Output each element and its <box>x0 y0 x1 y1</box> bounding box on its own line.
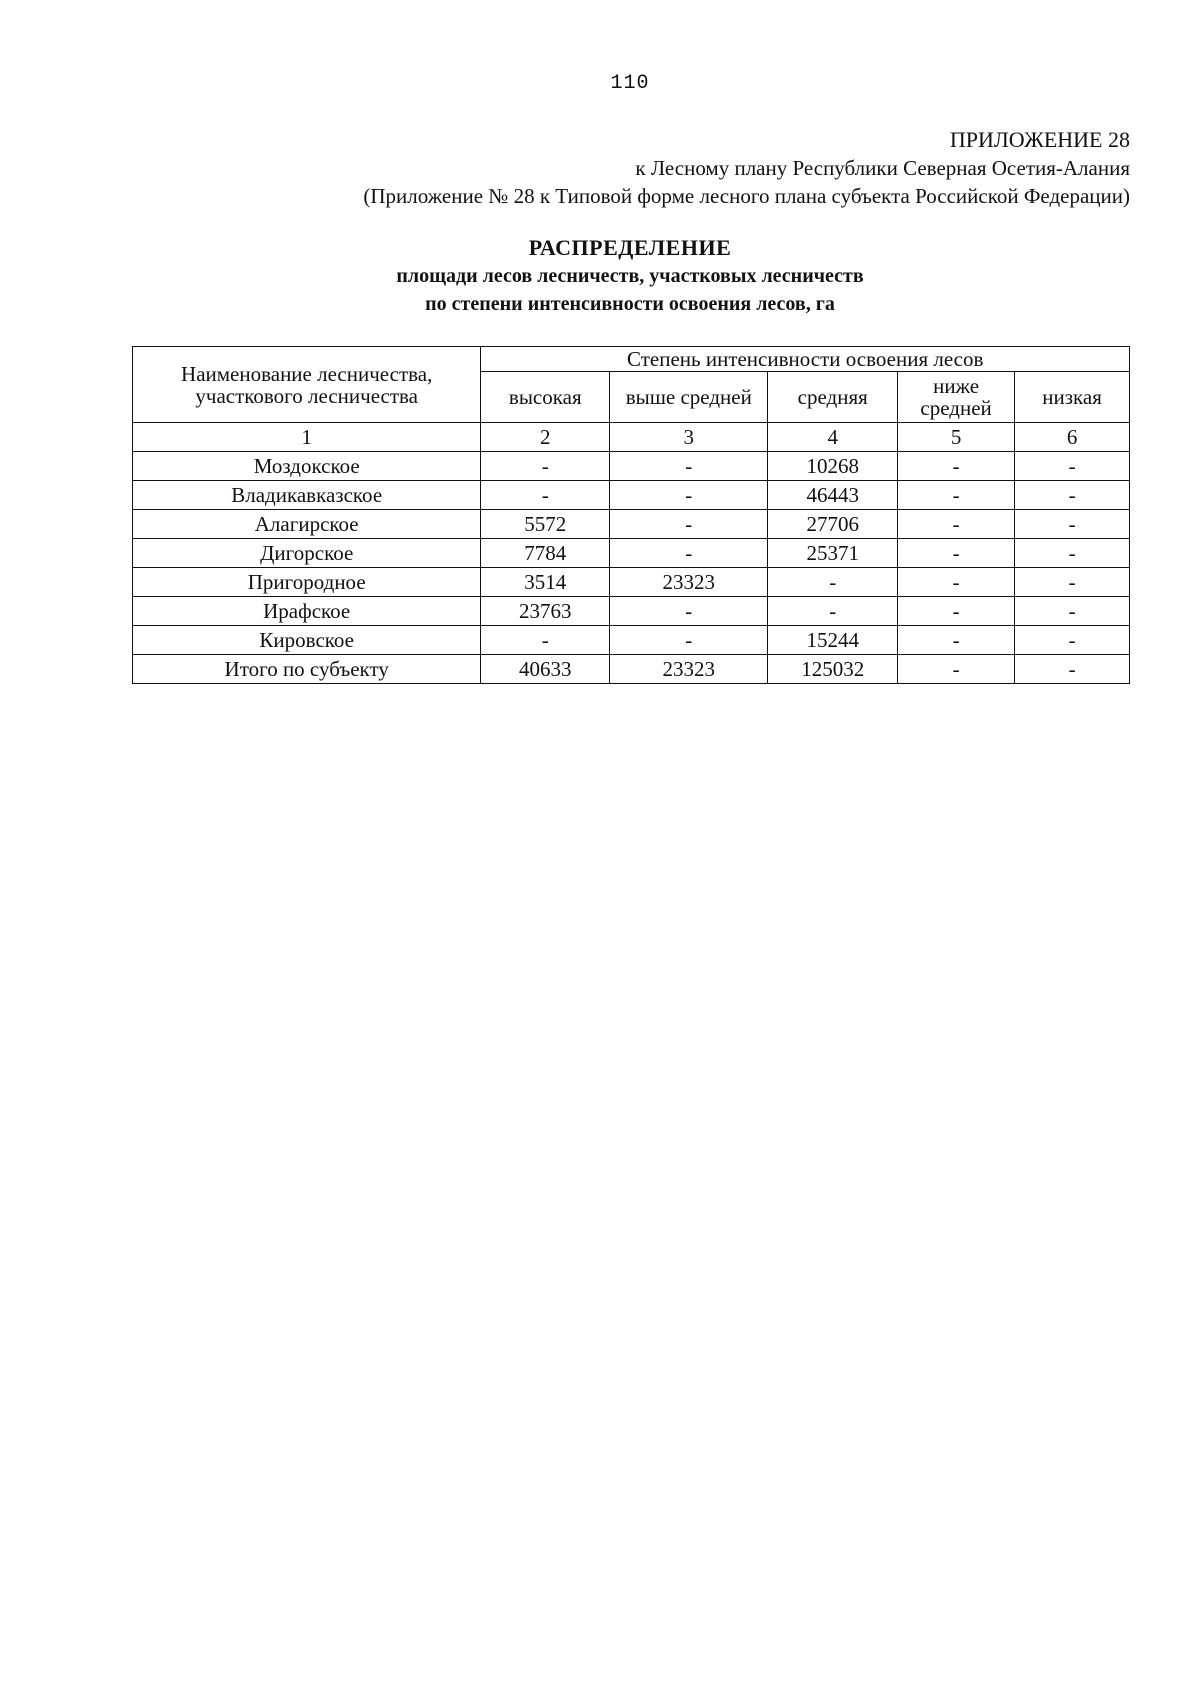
cell-value: 125032 <box>768 655 898 684</box>
cell-value: 27706 <box>768 510 898 539</box>
cell-value: 23323 <box>610 568 768 597</box>
cell-value: - <box>898 510 1015 539</box>
cell-value: - <box>1015 655 1130 684</box>
row-name: Пригородное <box>133 568 481 597</box>
cell-value: - <box>610 452 768 481</box>
cell-value: - <box>481 626 610 655</box>
appendix-line-1: к Лесному плану Республики Северная Осетия-Алания <box>635 156 1130 180</box>
cell-value: 25371 <box>768 539 898 568</box>
header-col-high: высокая <box>481 372 610 423</box>
row-name: Алагирское <box>133 510 481 539</box>
heading-title: РАСПРЕДЕЛЕНИЕ <box>528 235 732 260</box>
table-row <box>133 597 1130 626</box>
cell-value: 46443 <box>768 481 898 510</box>
cell-value: 5572 <box>481 510 610 539</box>
cell-value: - <box>898 655 1015 684</box>
cell-value: - <box>898 539 1015 568</box>
row-name: Моздокское <box>133 452 481 481</box>
table-row <box>133 626 1130 655</box>
heading-subtitle-1: площади лесов лесничеств, участковых лесничеств <box>396 265 864 287</box>
cell-value: - <box>768 568 898 597</box>
column-number: 3 <box>610 423 768 452</box>
row-name: Дигорское <box>133 539 481 568</box>
intensity-table <box>132 346 1130 684</box>
table-row <box>133 568 1130 597</box>
cell-value: 23323 <box>610 655 768 684</box>
cell-value: - <box>898 568 1015 597</box>
column-number: 2 <box>481 423 610 452</box>
cell-value: 40633 <box>481 655 610 684</box>
table-row <box>133 510 1130 539</box>
column-number: 1 <box>133 423 481 452</box>
table-total-row <box>133 655 1130 684</box>
cell-value: 10268 <box>768 452 898 481</box>
cell-value: - <box>768 597 898 626</box>
cell-value: - <box>610 510 768 539</box>
row-name: Кировское <box>133 626 481 655</box>
header-intensity-group: Степень интенсивности освоения лесов <box>481 347 1130 372</box>
document-heading <box>132 234 1128 318</box>
appendix-block <box>363 126 1130 210</box>
header-col-low: низкая <box>1015 372 1130 423</box>
heading-subtitle-2: по степени интенсивности освоения лесов, га <box>425 293 835 315</box>
table-row <box>133 539 1130 568</box>
appendix-line-2: (Приложение № 28 к Типовой форме лесного плана субъекта Российской Федерации) <box>363 184 1130 208</box>
row-name: Ирафское <box>133 597 481 626</box>
table-row <box>133 481 1130 510</box>
cell-value: 7784 <box>481 539 610 568</box>
row-name: Итого по субъекту <box>133 655 481 684</box>
row-name: Владикавказское <box>133 481 481 510</box>
cell-value: 15244 <box>768 626 898 655</box>
cell-value: - <box>1015 597 1130 626</box>
header-col-below-medium: ниже средней <box>898 372 1015 423</box>
header-forestry-name: Наименование лесничества, участкового лесничества <box>133 347 481 423</box>
column-number: 5 <box>898 423 1015 452</box>
column-number-row <box>133 423 1130 452</box>
column-number: 6 <box>1015 423 1130 452</box>
column-number: 4 <box>768 423 898 452</box>
header-col-above-medium: выше средней <box>610 372 768 423</box>
cell-value: 3514 <box>481 568 610 597</box>
appendix-title: ПРИЛОЖЕНИЕ 28 <box>949 127 1130 152</box>
cell-value: - <box>1015 510 1130 539</box>
cell-value: - <box>481 452 610 481</box>
cell-value: 23763 <box>481 597 610 626</box>
table-row <box>133 452 1130 481</box>
cell-value: - <box>610 539 768 568</box>
cell-value: - <box>1015 481 1130 510</box>
cell-value: - <box>481 481 610 510</box>
cell-value: - <box>1015 452 1130 481</box>
cell-value: - <box>610 626 768 655</box>
cell-value: - <box>898 626 1015 655</box>
page-number: 110 <box>610 72 650 95</box>
cell-value: - <box>898 597 1015 626</box>
cell-value: - <box>610 597 768 626</box>
cell-value: - <box>898 452 1015 481</box>
cell-value: - <box>1015 568 1130 597</box>
cell-value: - <box>898 481 1015 510</box>
cell-value: - <box>1015 539 1130 568</box>
cell-value: - <box>1015 626 1130 655</box>
cell-value: - <box>610 481 768 510</box>
header-col-medium: средняя <box>768 372 898 423</box>
table-header-row <box>133 347 1130 372</box>
